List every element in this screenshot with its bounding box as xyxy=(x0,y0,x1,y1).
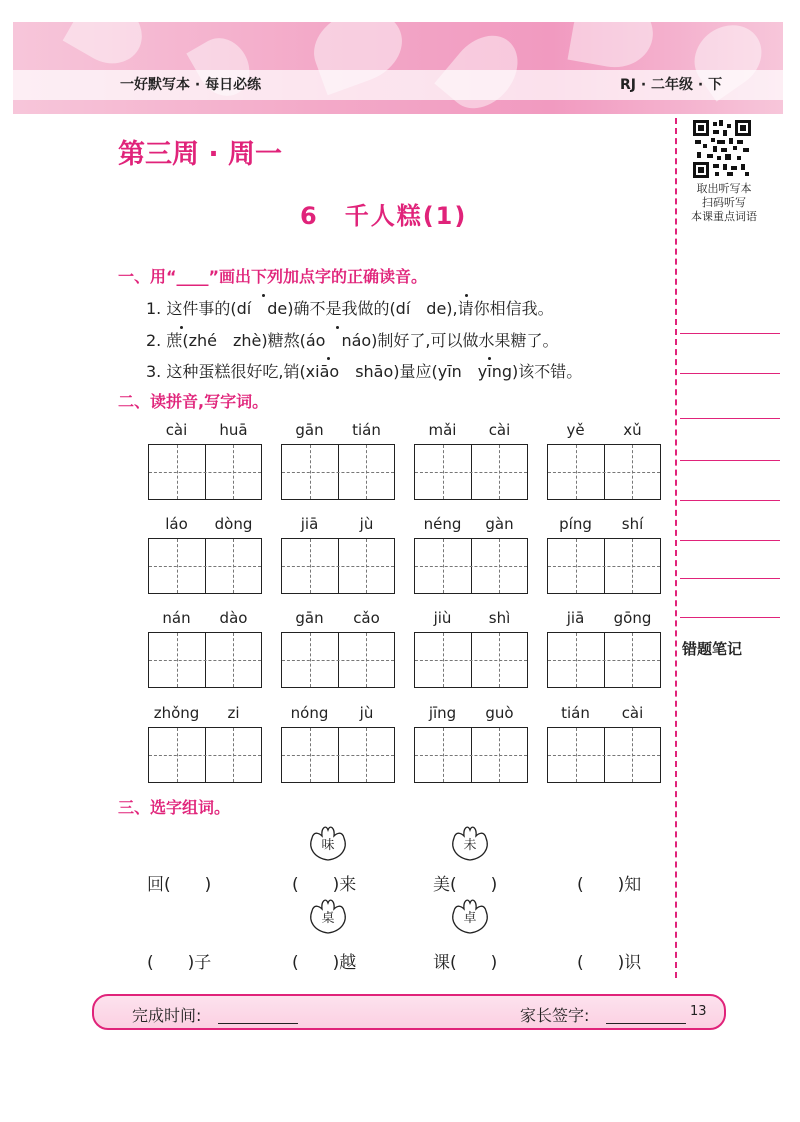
pinyin-syllable: mǎi xyxy=(428,421,457,439)
pinyin-label xyxy=(281,421,395,441)
pinyin-syllable: jiù xyxy=(433,609,452,627)
pinyin-syllable: cài xyxy=(621,704,644,722)
sidebar-divider xyxy=(675,118,677,978)
pinyin-label xyxy=(414,421,528,441)
pinyin-syllable: xǔ xyxy=(623,421,642,439)
flower-char: 桌 xyxy=(321,911,335,926)
note-line xyxy=(680,418,780,419)
pinyin-label xyxy=(281,515,395,535)
choice-item: ( )越 xyxy=(292,953,357,973)
guide-line xyxy=(415,472,527,473)
guide-line xyxy=(149,755,261,756)
qr-caption-line: 本课重点词语 xyxy=(691,210,757,223)
pinyin-syllable: jiā xyxy=(300,515,319,533)
pinyin-label xyxy=(547,609,661,629)
parent-signature-blank[interactable] xyxy=(606,1023,686,1024)
pinyin-syllable: cǎo xyxy=(353,609,380,627)
writing-box[interactable] xyxy=(414,444,528,500)
writing-box[interactable] xyxy=(547,444,661,500)
guide-line xyxy=(149,472,261,473)
pinyin-syllable: jù xyxy=(359,515,374,533)
guide-line xyxy=(282,472,394,473)
pinyin-syllable: píng xyxy=(559,515,592,533)
writing-box[interactable] xyxy=(414,632,528,688)
lesson-title: 6 千人糕(1) xyxy=(300,202,468,230)
writing-box[interactable] xyxy=(547,632,661,688)
writing-box[interactable] xyxy=(148,444,262,500)
emphasis-dot xyxy=(180,326,183,329)
guide-line xyxy=(149,566,261,567)
pinyin-syllable: jù xyxy=(359,704,374,722)
pinyin-label xyxy=(148,421,262,441)
guide-line xyxy=(548,755,660,756)
pinyin-syllable: nóng xyxy=(290,704,329,722)
guide-line xyxy=(282,566,394,567)
pinyin-syllable: gān xyxy=(295,609,324,627)
emphasis-dot xyxy=(327,357,330,360)
qr-caption-line: 取出听写本 xyxy=(696,182,752,195)
choice-item: ( )识 xyxy=(577,953,642,973)
pinyin-label xyxy=(148,515,262,535)
flower-char: 未 xyxy=(463,838,477,853)
pinyin-label xyxy=(281,704,395,724)
pinyin-label xyxy=(547,421,661,441)
choice-item: 课( ) xyxy=(433,953,498,973)
completion-time-label: 完成时间: xyxy=(132,1006,202,1025)
guide-line xyxy=(415,566,527,567)
header-banner xyxy=(13,22,783,114)
guide-line xyxy=(548,566,660,567)
question-2: 2. 蔗(zhé zhè)糖熬(áo náo)制好了,可以做水果糖了。 xyxy=(146,331,559,350)
pinyin-syllable: zhǒng xyxy=(153,704,200,722)
pinyin-syllable: láo xyxy=(165,515,188,533)
writing-box[interactable] xyxy=(281,727,395,783)
guide-line xyxy=(415,660,527,661)
pinyin-label xyxy=(281,609,395,629)
pinyin-label xyxy=(414,704,528,724)
week-title: 第三周 · 周一 xyxy=(118,139,283,170)
pinyin-syllable: zi xyxy=(227,704,240,722)
pinyin-syllable: yě xyxy=(566,421,585,439)
pinyin-label xyxy=(414,609,528,629)
header-left-text: 一好默写本 · 每日必练 xyxy=(120,77,262,93)
section3-heading: 三、选字组词。 xyxy=(118,798,231,817)
guide-line xyxy=(149,660,261,661)
choice-item: 美( ) xyxy=(433,875,498,895)
note-line xyxy=(680,333,780,334)
pinyin-syllable: néng xyxy=(423,515,462,533)
pinyin-syllable: tián xyxy=(561,704,590,722)
qr-caption xyxy=(674,182,774,224)
pinyin-syllable: gōng xyxy=(613,609,652,627)
question-3: 3. 这种蛋糕很好吃,销(xiāo shāo)量应(yīn yīng)该不错。 xyxy=(146,362,583,381)
writing-box[interactable] xyxy=(281,444,395,500)
pinyin-label xyxy=(547,704,661,724)
writing-box[interactable] xyxy=(281,538,395,594)
emphasis-dot xyxy=(336,326,339,329)
parent-signature-label: 家长签字: xyxy=(520,1006,590,1025)
guide-line xyxy=(548,660,660,661)
qr-code-icon[interactable] xyxy=(693,120,751,178)
emphasis-dot xyxy=(262,294,265,297)
pinyin-label xyxy=(148,704,262,724)
section1-heading: 一、用“____”画出下列加点字的正确读音。 xyxy=(118,267,428,286)
pinyin-syllable: guò xyxy=(485,704,514,722)
writing-box[interactable] xyxy=(148,632,262,688)
qr-caption-line: 扫码听写 xyxy=(702,196,746,209)
pinyin-syllable: nán xyxy=(162,609,191,627)
pinyin-syllable: tián xyxy=(352,421,381,439)
choice-item: ( )知 xyxy=(577,875,642,895)
pinyin-syllable: gān xyxy=(295,421,324,439)
question-1: 1. 这件事的(dí de)确不是我做的(dí de),请你相信我。 xyxy=(146,299,554,318)
emphasis-dot xyxy=(465,294,468,297)
completion-time-blank[interactable] xyxy=(218,1023,298,1024)
header-right-text: RJ · 二年级 · 下 xyxy=(620,77,723,93)
pinyin-syllable: jīng xyxy=(428,704,457,722)
pinyin-syllable: huā xyxy=(219,421,248,439)
pinyin-syllable: dào xyxy=(219,609,248,627)
pinyin-label xyxy=(414,515,528,535)
flower-char: 卓 xyxy=(463,911,477,926)
pinyin-label xyxy=(148,609,262,629)
section2-heading: 二、读拼音,写字词。 xyxy=(118,392,269,411)
guide-line xyxy=(282,660,394,661)
writing-box[interactable] xyxy=(547,538,661,594)
writing-box[interactable] xyxy=(148,538,262,594)
writing-box[interactable] xyxy=(281,632,395,688)
guide-line xyxy=(548,472,660,473)
note-line xyxy=(680,617,780,618)
note-line xyxy=(680,578,780,579)
note-line xyxy=(680,500,780,501)
choice-item: ( )子 xyxy=(147,953,212,973)
pinyin-syllable: dòng xyxy=(214,515,253,533)
flower-char: 味 xyxy=(321,838,335,853)
note-line xyxy=(680,373,780,374)
emphasis-dot xyxy=(488,357,491,360)
pinyin-syllable: shí xyxy=(621,515,644,533)
note-line xyxy=(680,460,780,461)
pinyin-syllable: cài xyxy=(165,421,188,439)
writing-box[interactable] xyxy=(547,727,661,783)
guide-line xyxy=(282,755,394,756)
choice-item: 回( ) xyxy=(147,875,212,895)
writing-box[interactable] xyxy=(414,727,528,783)
pinyin-label xyxy=(547,515,661,535)
pinyin-syllable: jiā xyxy=(566,609,585,627)
choice-item: ( )来 xyxy=(292,875,357,895)
writing-box[interactable] xyxy=(414,538,528,594)
pinyin-syllable: shì xyxy=(488,609,511,627)
writing-box[interactable] xyxy=(148,727,262,783)
pinyin-syllable: gàn xyxy=(485,515,514,533)
pinyin-syllable: cài xyxy=(488,421,511,439)
page-number: 13 xyxy=(690,1004,707,1019)
notes-title: 错题笔记 xyxy=(682,640,743,658)
note-line xyxy=(680,540,780,541)
guide-line xyxy=(415,755,527,756)
